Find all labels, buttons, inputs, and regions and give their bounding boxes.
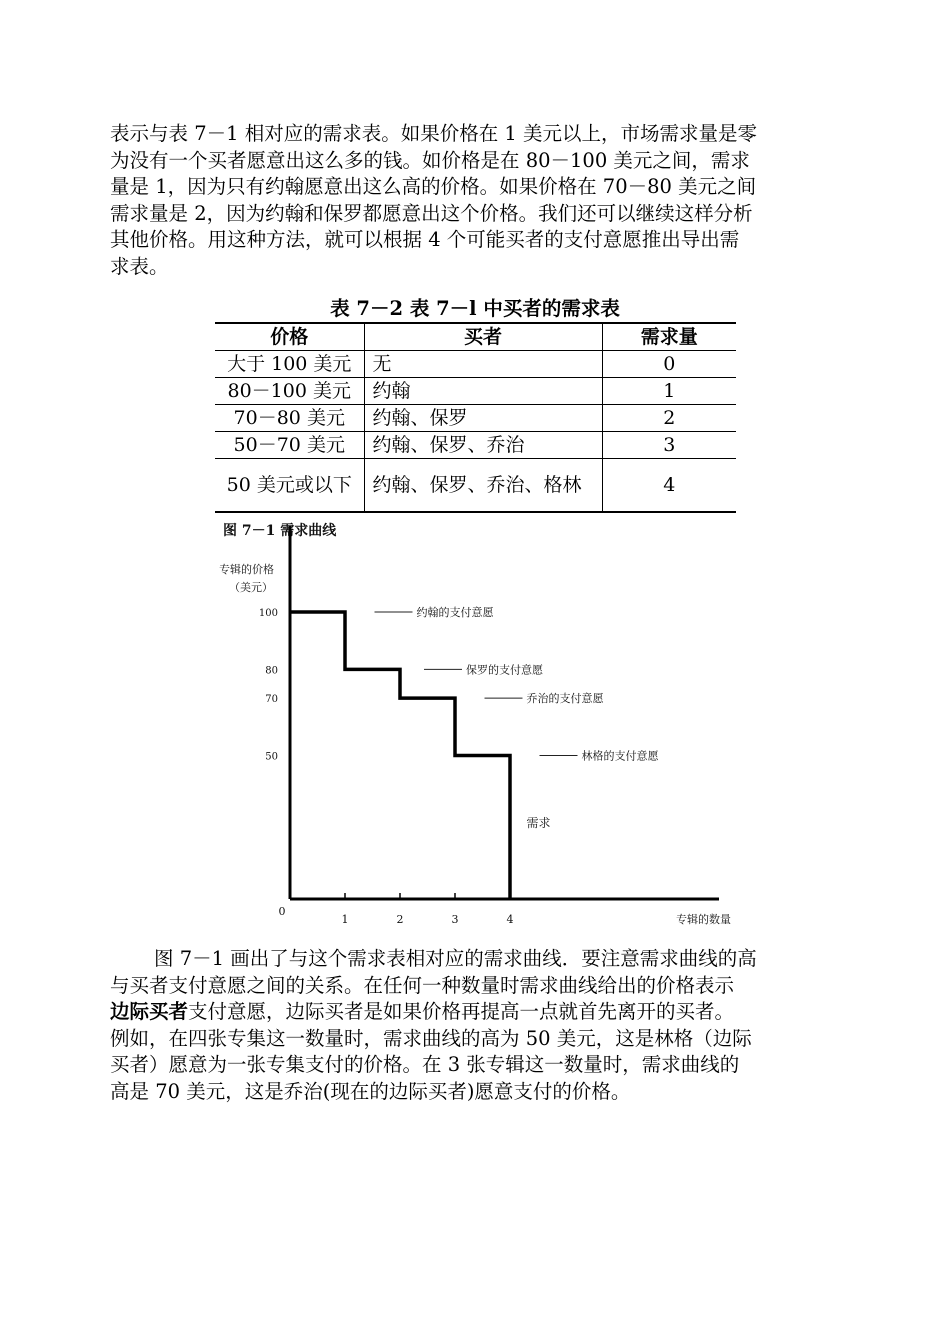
column-header-buyer: 买者 xyxy=(364,323,602,351)
annotation-group xyxy=(375,605,659,763)
column-header-price: 价格 xyxy=(215,323,364,351)
buyer-cell: 约翰、保罗、乔治、格林 xyxy=(364,459,602,513)
qty-cell: 4 xyxy=(602,459,736,513)
price-cell: 80－100 美元 xyxy=(215,378,364,405)
y-tick-label: 50 xyxy=(265,751,278,763)
y-axis-unit-label: （美元） xyxy=(229,581,273,594)
price-cell: 大于 100 美元 xyxy=(215,351,364,378)
table-row xyxy=(215,405,736,432)
buyer-cell: 约翰、保罗、乔治 xyxy=(364,432,602,459)
table-row xyxy=(215,459,736,513)
text-line: 其他价格。用这种方法，就可以根据 4 个可能买者的支付意愿推出导出需 xyxy=(110,228,740,251)
term-marginal-buyer: 边际买者 xyxy=(110,1000,189,1023)
text-segment: 支付意愿，边际买者是如果价格再提高一点就首先离开的买者。 xyxy=(188,1000,735,1023)
demand-curve-chart xyxy=(215,515,745,935)
explanation-paragraph xyxy=(110,946,840,1105)
text-line xyxy=(110,999,840,1026)
demand-curve-figure xyxy=(215,515,745,935)
x-tick-label: 1 xyxy=(341,913,349,926)
buyer-cell: 约翰、保罗 xyxy=(364,405,602,432)
demand-curve-label: 需求 xyxy=(526,816,551,830)
buyer-cell: 约翰 xyxy=(364,378,602,405)
y-tick-label: 70 xyxy=(265,694,278,706)
qty-cell: 1 xyxy=(602,378,736,405)
table-header-row xyxy=(215,323,736,351)
text-line: 高是 70 美元，这是乔治(现在的边际买者)愿意支付的价格。 xyxy=(110,1079,631,1103)
price-cell: 50－70 美元 xyxy=(215,432,364,459)
text-line: 图 7－1 画出了与这个需求表相对应的需求曲线．要注意需求曲线的高 xyxy=(154,947,757,970)
text-line: 求表。 xyxy=(110,254,169,278)
annotation-label: 保罗的支付意愿 xyxy=(466,663,543,677)
chart-title: 图 7－1 需求曲线 xyxy=(223,523,337,539)
text-line: 需求量是 2，因为约翰和保罗都愿意出这个价格。我们还可以继续这样分析 xyxy=(110,201,753,225)
qty-cell: 0 xyxy=(602,351,736,378)
y-tick-group xyxy=(259,608,278,763)
text-line: 与买者支付意愿之间的关系。在任何一种数量时需求曲线给出的价格表示 xyxy=(110,973,735,997)
text-line: 买者）愿意为一张专集支付的价格。在 3 张专辑这一数量时，需求曲线的 xyxy=(110,1053,740,1076)
x-tick-label: 3 xyxy=(451,913,459,926)
annotation-label: 林格的支付意愿 xyxy=(581,749,659,763)
qty-cell: 3 xyxy=(602,432,736,459)
y-tick-label: 100 xyxy=(258,608,278,619)
x-tick-label: 4 xyxy=(506,913,514,926)
x-tick-label: 2 xyxy=(396,913,404,926)
table-row xyxy=(215,351,736,378)
annotation-label: 约翰的支付意愿 xyxy=(416,606,494,619)
annotation-label: 乔治的支付意愿 xyxy=(526,692,604,706)
column-header-qty: 需求量 xyxy=(602,323,736,351)
price-cell: 50 美元或以下 xyxy=(215,459,364,513)
demand-schedule-table xyxy=(215,322,736,513)
x-axis-label: 专辑的数量 xyxy=(676,913,731,926)
text-line: 为没有一个买者愿意出这么多的钱。如价格是在 80－100 美元之间，需求 xyxy=(110,148,750,172)
origin-label: 0 xyxy=(278,905,286,918)
y-axis-label: 专辑的价格 xyxy=(219,563,274,576)
y-tick-label: 80 xyxy=(265,665,278,677)
text-line: 表示与表 7－1 相对应的需求表。如果价格在 1 美元以上，市场需求量是零 xyxy=(110,122,758,145)
table-caption: 表 7－2 表 7－l 中买者的需求表 xyxy=(330,297,620,320)
text-line: 量是 1，因为只有约翰愿意出这么高的价格。如果价格在 70－80 美元之间 xyxy=(110,175,757,198)
buyer-cell: 无 xyxy=(364,351,602,378)
text-line: 例如，在四张专集这一数量时，需求曲线的高为 50 美元，这是林格（边际 xyxy=(110,1026,752,1050)
price-cell: 70－80 美元 xyxy=(215,405,364,432)
intro-paragraph xyxy=(110,121,840,280)
table-row xyxy=(215,432,736,459)
qty-cell: 2 xyxy=(602,405,736,432)
demand-curve-line xyxy=(290,612,510,899)
table-row xyxy=(215,378,736,405)
